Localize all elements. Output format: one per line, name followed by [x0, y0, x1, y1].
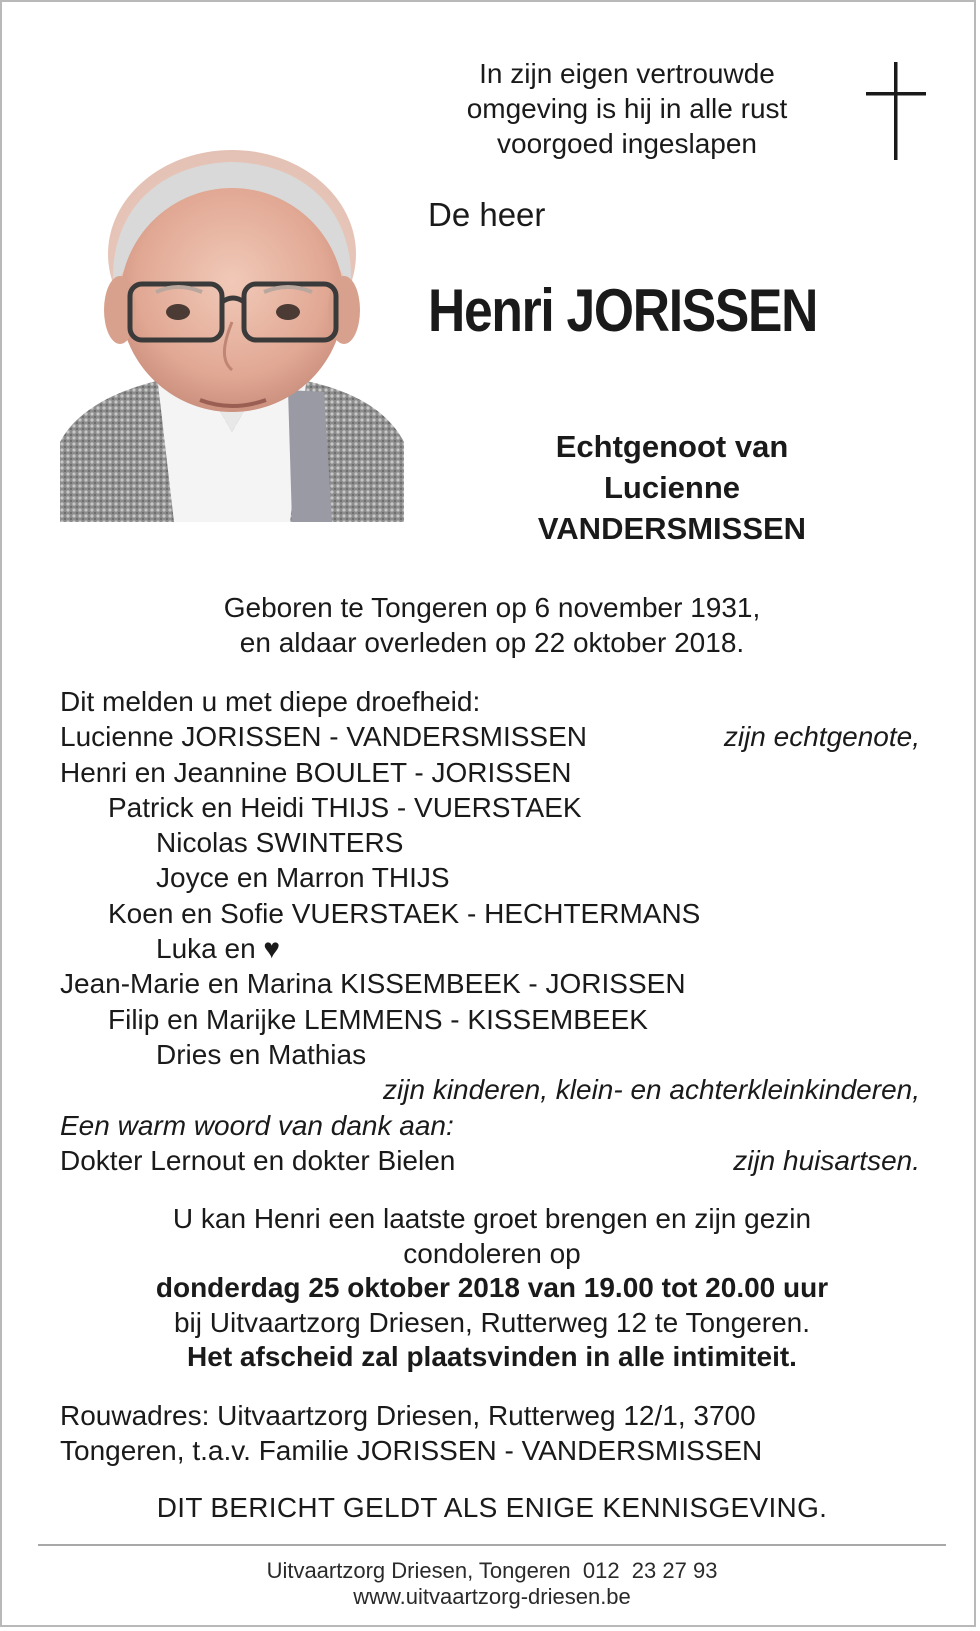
family-member: Koen en Sofie VUERSTAEK - HECHTERMANS [108, 897, 701, 929]
family-member: Filip en Marijke LEMMENS - KISSEMBEEK [108, 1003, 648, 1035]
portrait-illustration [60, 142, 404, 522]
visitation-info [62, 1202, 922, 1375]
visit-location: bij Uitvaartzorg Driesen, Rutterweg 12 te Tongeren. [173, 1306, 811, 1338]
official-notice: DIT BERICHT GELDT ALS ENIGE KENNISGEVING. [156, 1492, 828, 1523]
mourning-address [60, 1398, 920, 1468]
funeral-home-website[interactable]: www.uitvaartzorg-driesen.be [353, 1584, 631, 1609]
family-row [60, 1072, 920, 1107]
family-row [60, 931, 920, 966]
cross-icon [866, 62, 926, 162]
family-row [60, 790, 920, 825]
birth-line: Geboren te Tongeren op 6 november 1931, [223, 592, 761, 623]
family-member: Patrick en Heidi THIJS - VUERSTAEK [108, 791, 582, 823]
death-line: en aldaar overleden op 22 oktober 2018. [239, 627, 745, 658]
family-row [60, 755, 920, 790]
intro-line: omgeving is hij in alle rust [466, 93, 788, 124]
spouse-line: Echtgenoot van [555, 429, 789, 464]
spouse-block [482, 426, 862, 549]
family-list [60, 684, 920, 1178]
birth-death-info [92, 590, 892, 660]
intro-line: voorgoed ingeslapen [497, 128, 757, 159]
family-row [60, 1002, 920, 1037]
visit-date: donderdag 25 oktober 2018 van 19.00 tot 20.00 uur [155, 1272, 829, 1303]
family-member: Dries en Mathias [156, 1038, 367, 1070]
doctors-row [60, 1143, 920, 1178]
visit-line: U kan Henri een laatste groet brengen en zijn gezin [172, 1203, 812, 1234]
family-role: zijn kinderen, klein- en achterkleinkinderen, [383, 1074, 920, 1106]
family-row [60, 719, 920, 754]
funeral-home-contact: Uitvaartzorg Driesen, Tongeren 012 23 27 93 [266, 1558, 718, 1583]
family-row [60, 896, 920, 931]
intro-line: In zijn eigen vertrouwde [479, 58, 775, 89]
deceased-name: Henri JORISSEN [428, 277, 818, 344]
farewell-note: Het afscheid zal plaatsvinden in alle intimiteit. [187, 1341, 797, 1372]
family-member: Joyce en Marron THIJS [156, 862, 450, 894]
family-row [60, 966, 920, 1001]
address-line: Rouwadres: Uitvaartzorg Driesen, Rutterweg 12/1, 3700 [60, 1400, 756, 1431]
family-member: Henri en Jeannine BOULET - JORISSEN [60, 756, 572, 788]
doctors-role: zijn huisartsen. [733, 1144, 920, 1176]
spouse-line: Lucienne [603, 470, 741, 505]
funeral-home-footer [62, 1558, 922, 1610]
visit-line: condoleren op [403, 1237, 581, 1269]
portrait-photo [60, 142, 404, 522]
doctors-names: Dokter Lernout en dokter Bielen [60, 1144, 456, 1176]
family-row [60, 1037, 920, 1072]
address-line: Tongeren, t.a.v. Familie JORISSEN - VANDERSMISSEN [60, 1435, 763, 1466]
family-row [60, 860, 920, 895]
family-row [60, 825, 920, 860]
family-heading: Dit melden u met diepe droefheid: [60, 686, 481, 717]
family-member: Luka en ♥ [156, 933, 281, 965]
family-member: Nicolas SWINTERS [156, 827, 404, 859]
intro-verse [442, 56, 812, 161]
spouse-line: VANDERSMISSEN [537, 511, 807, 546]
footer-divider [38, 1544, 946, 1546]
thanks-heading: Een warm woord van dank aan: [60, 1109, 454, 1141]
family-role: zijn echtgenote, [723, 721, 920, 753]
family-member: Jean-Marie en Marina KISSEMBEEK - JORISSEN [60, 968, 686, 1000]
family-member: Lucienne JORISSEN - VANDERSMISSEN [60, 721, 587, 753]
prefix: De heer [428, 196, 546, 233]
